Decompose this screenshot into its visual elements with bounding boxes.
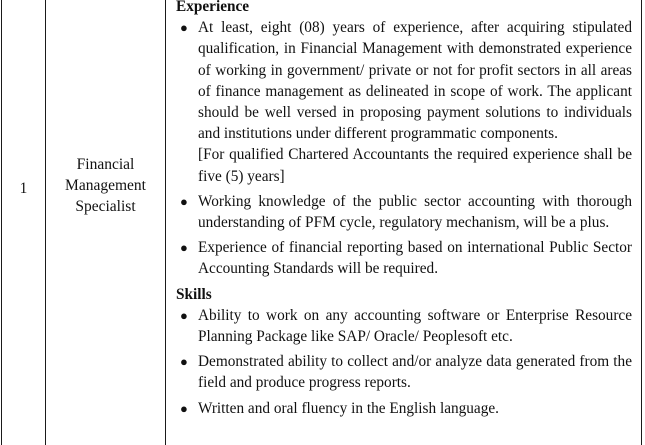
table-border-right <box>641 0 642 445</box>
experience-item-text: At least, eight (08) years of experience, after acquiring stipulated qualification, in Financial Management with demonstrated experience of working in government/ private or not for profit sectors in all areas of finance management as delineated in scope of work. The applicant should be well versed in proposing payment solutions to individuals and institutions under different programmatic components. <box>198 19 632 143</box>
bullet-dot-icon: ● <box>180 307 188 323</box>
bullet-dot-icon: ● <box>180 193 188 209</box>
requirements-cell <box>176 0 632 423</box>
list-item <box>176 237 632 279</box>
skills-item-text: Written and oral fluency in the English language. <box>198 399 499 417</box>
table-divider-number <box>45 0 46 445</box>
skills-item-text: Ability to work on any accounting software or Enterprise Resource Planning Package like SAP/ Oracle/ Peoplesoft etc. <box>198 306 632 346</box>
experience-item-text: Working knowledge of the public sector accounting with thorough understanding of PFM cycle, regulatory mechanism, will be a plus. <box>198 192 632 232</box>
bullet-dot-icon: ● <box>180 400 188 416</box>
position-title-line: Specialist <box>75 198 136 215</box>
bullet-dot-icon: ● <box>180 240 188 256</box>
experience-item-text: Experience of financial reporting based on international Public Sector Accounting Standards will be required. <box>198 239 632 278</box>
position-title-line: Financial <box>76 156 135 173</box>
table-border-left <box>1 0 2 445</box>
list-item <box>176 398 632 419</box>
skills-list <box>176 305 632 419</box>
list-item <box>176 351 632 393</box>
list-item <box>176 305 632 347</box>
skills-item-text: Demonstrated ability to collect and/or analyze data generated from the field and produce progress reports. <box>198 353 632 392</box>
row-number: 1 <box>19 180 28 197</box>
table-divider-position <box>165 0 166 445</box>
bullet-dot-icon: ● <box>180 20 188 36</box>
skills-heading: Skills <box>176 285 212 303</box>
list-item <box>176 17 632 187</box>
experience-item-note: [For qualified Chartered Accountants the required experience shall be five (5) years] <box>198 146 632 185</box>
experience-heading: Experience <box>176 0 250 15</box>
position-title <box>46 154 165 217</box>
list-item <box>176 191 632 233</box>
bullet-dot-icon: ● <box>180 354 188 370</box>
position-title-line: Management <box>65 177 146 194</box>
experience-list <box>176 17 632 279</box>
